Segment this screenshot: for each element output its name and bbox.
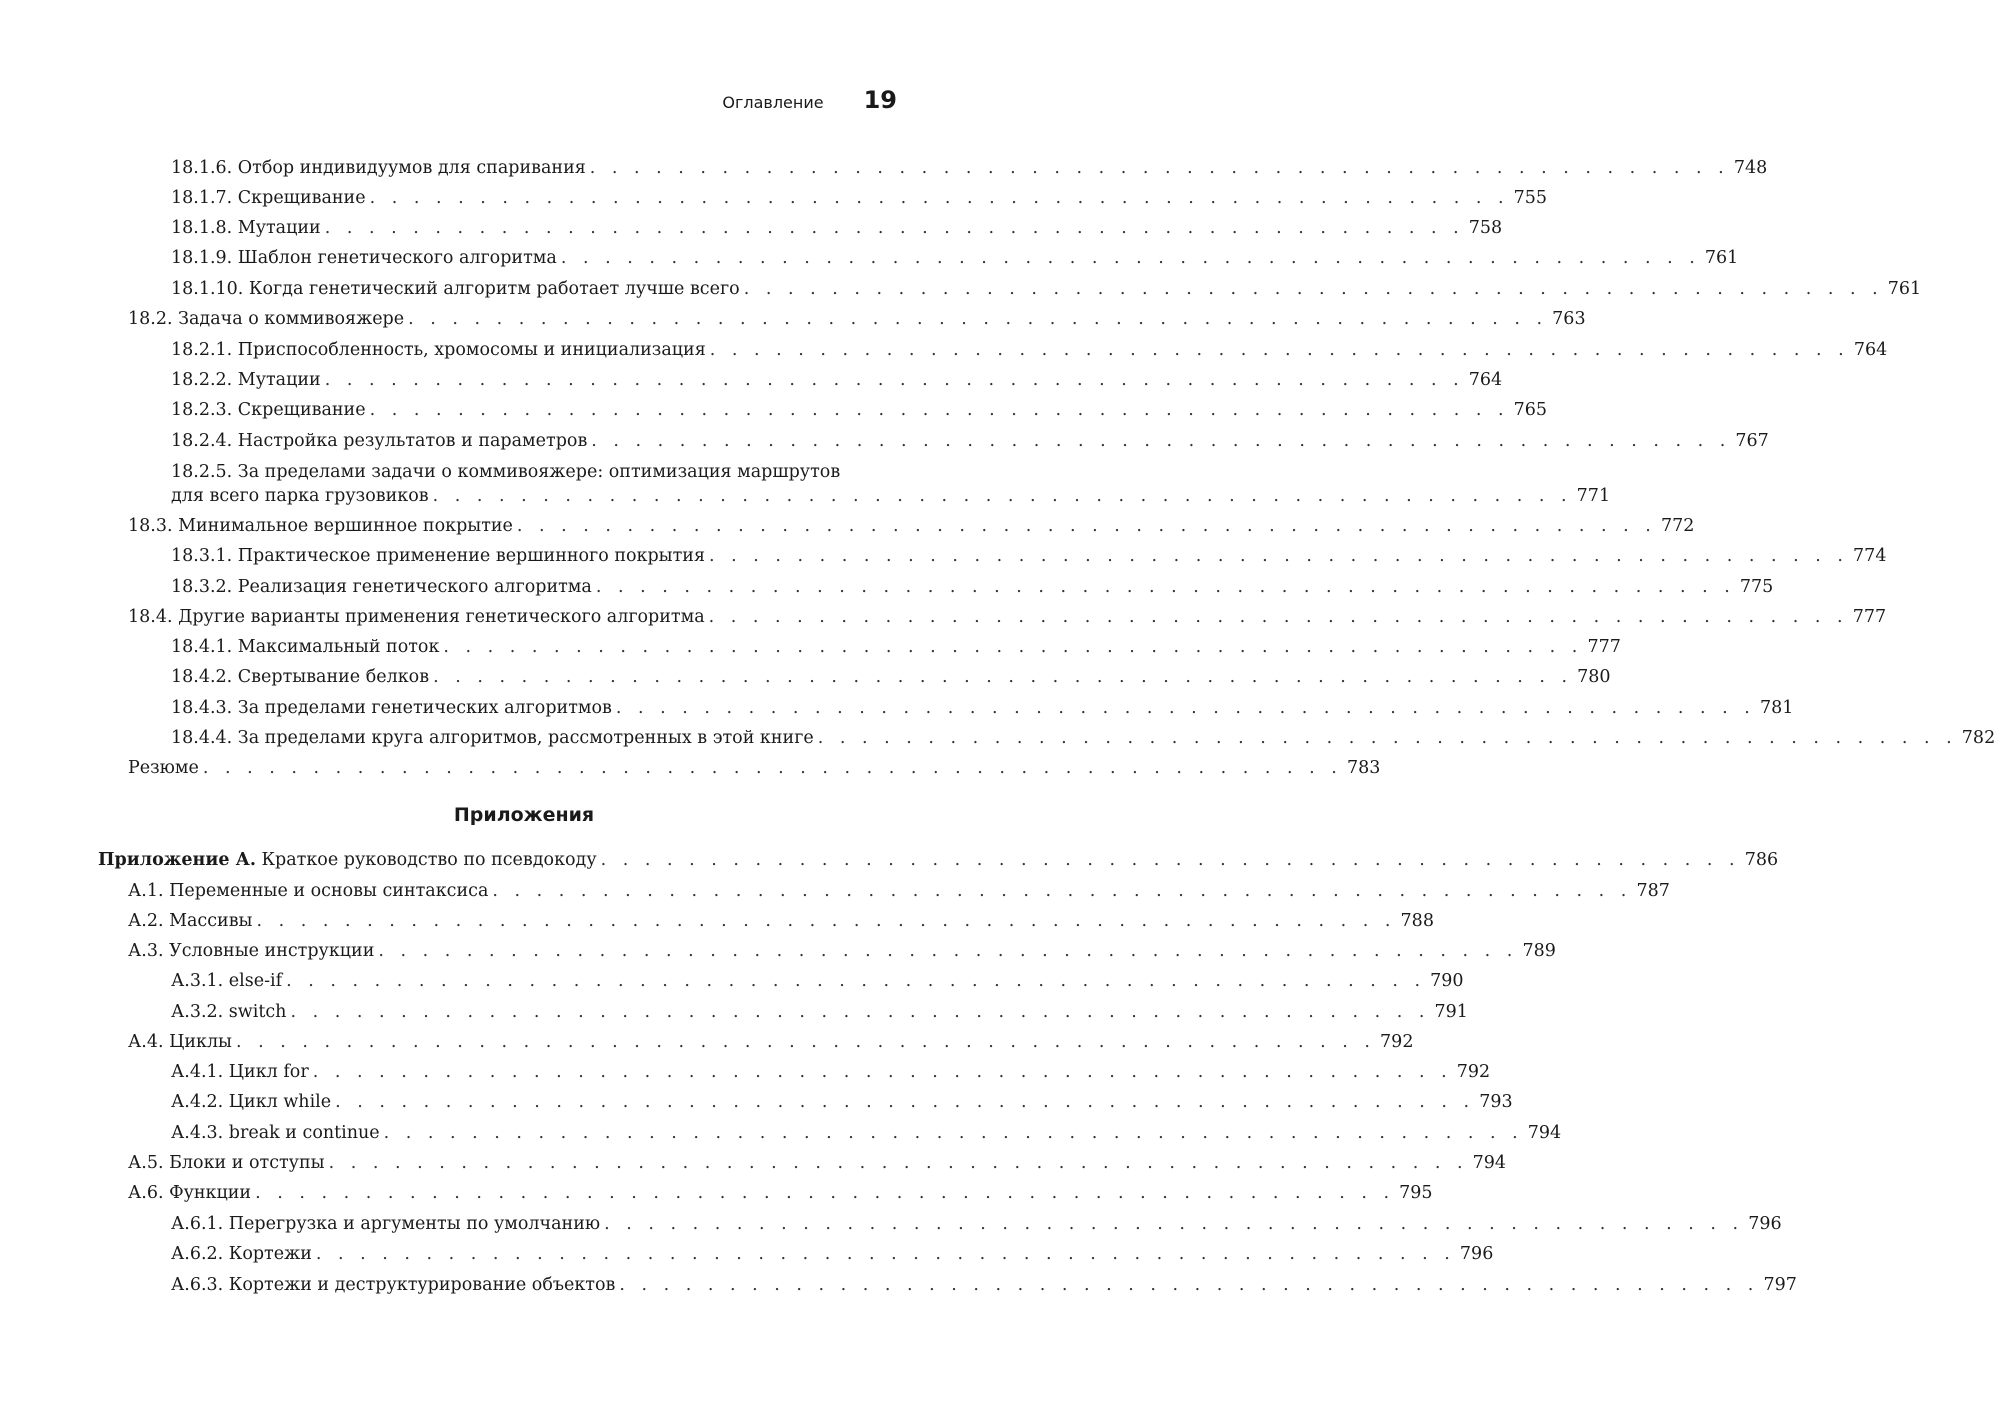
- toc-page-number: 794: [1527, 1123, 1562, 1143]
- toc-page-number: 787: [1636, 881, 1670, 901]
- toc-entry[interactable]: 18.4.3. За пределами генетических алгоритмов . . . . . . . . . . . . . . . . . . . . . . . . . . . . . . . . . . . . . . . . . . . . . . . . . . . . 781: [171, 693, 897, 723]
- toc-entry[interactable]: 18.3. Минимальное вершинное покрытие . . . . . . . . . . . . . . . . . . . . . . . . . . . . . . . . . . . . . . . . . . . . . . . . . . . . 772: [128, 511, 897, 541]
- toc-page-number: 761: [1887, 279, 1922, 299]
- toc-page-number: 789: [1522, 941, 1556, 961]
- toc-page-number: 772: [1660, 516, 1695, 536]
- toc-page-number: 774: [1853, 546, 1887, 566]
- toc-entry[interactable]: 18.2.1. Приспособленность, хромосомы и инициализация . . . . . . . . . . . . . . . . . . . . . . . . . . . . . . . . . . . . . . . . . . . . . . . . . . . . 764: [171, 335, 897, 365]
- toc-page-number: 792: [1380, 1032, 1414, 1052]
- running-head: [722, 86, 897, 114]
- toc-page-number: 796: [1748, 1214, 1782, 1234]
- toc-entry[interactable]: А.3. Условные инструкции . . . . . . . . . . . . . . . . . . . . . . . . . . . . . . . . . . . . . . . . . . . . . . . . . . . . 789: [128, 936, 897, 966]
- toc-entry[interactable]: А.6. Функции . . . . . . . . . . . . . . . . . . . . . . . . . . . . . . . . . . . . . . . . . . . . . . . . . . . . 795: [128, 1178, 897, 1208]
- appendix-title-entry[interactable]: Приложение А. Краткое руководство по псевдокоду . . . . . . . . . . . . . . . . . . . . . . . . . . . . . . . . . . . . . . . . . . . . . . . . . . . . 786: [98, 845, 897, 875]
- toc-page-number: 764: [1853, 340, 1888, 360]
- toc-entry[interactable]: 18.2.4. Настройка результатов и параметров . . . . . . . . . . . . . . . . . . . . . . . . . . . . . . . . . . . . . . . . . . . . . . . . . . . . 767: [171, 426, 897, 456]
- toc-page-number: 786: [1744, 850, 1779, 870]
- toc-entry[interactable]: А.6.3. Кортежи и деструктурирование объектов . . . . . . . . . . . . . . . . . . . . . . . . . . . . . . . . . . . . . . . . . . . . . . . . . . . . 797: [171, 1270, 897, 1300]
- toc-page-number: 761: [1704, 248, 1739, 268]
- appendix-title: Краткое руководство по псевдокоду: [261, 850, 597, 870]
- toc-entry[interactable]: А.4.1. Цикл for . . . . . . . . . . . . . . . . . . . . . . . . . . . . . . . . . . . . . . . . . . . . . . . . . . . . 792: [171, 1057, 897, 1087]
- running-head-title: Оглавление: [722, 93, 824, 112]
- toc-page-number: 771: [1576, 486, 1611, 506]
- section-heading: Приложения: [453, 804, 595, 826]
- toc-page-number: 781: [1759, 698, 1794, 718]
- toc-page-number: 780: [1577, 667, 1611, 687]
- toc-entry[interactable]: Резюме . . . . . . . . . . . . . . . . . . . . . . . . . . . . . . . . . . . . . . . . . . . . . . . . . . . . 783: [128, 753, 897, 783]
- toc-page-number: 765: [1513, 400, 1548, 420]
- toc-entry[interactable]: 18.1.8. Мутации . . . . . . . . . . . . . . . . . . . . . . . . . . . . . . . . . . . . . . . . . . . . . . . . . . . . 758: [171, 213, 897, 243]
- toc-entry[interactable]: А.5. Блоки и отступы . . . . . . . . . . . . . . . . . . . . . . . . . . . . . . . . . . . . . . . . . . . . . . . . . . . . 794: [128, 1148, 897, 1178]
- toc-entry[interactable]: А.3.1. else-if . . . . . . . . . . . . . . . . . . . . . . . . . . . . . . . . . . . . . . . . . . . . . . . . . . . . 790: [171, 966, 897, 996]
- toc-page-number: 794: [1472, 1153, 1507, 1173]
- toc-page-number: 763: [1552, 309, 1586, 329]
- toc-entry[interactable]: А.1. Переменные и основы синтаксиса . . . . . . . . . . . . . . . . . . . . . . . . . . . . . . . . . . . . . . . . . . . . . . . . . . . . 787: [128, 876, 897, 906]
- toc-entry[interactable]: 18.1.6. Отбор индивидуумов для спаривания . . . . . . . . . . . . . . . . . . . . . . . . . . . . . . . . . . . . . . . . . . . . . . . . . . . . 748: [171, 153, 897, 183]
- toc-entry[interactable]: 18.3.1. Практическое применение вершинного покрытия . . . . . . . . . . . . . . . . . . . . . . . . . . . . . . . . . . . . . . . . . . . . . . . . . . . . 774: [171, 541, 897, 571]
- toc-entry[interactable]: 18.1.10. Когда генетический алгоритм работает лучше всего . . . . . . . . . . . . . . . . . . . . . . . . . . . . . . . . . . . . . . . . . . . . . . . . . . . . 761: [171, 274, 897, 304]
- toc-entry[interactable]: 18.4. Другие варианты применения генетического алгоритма . . . . . . . . . . . . . . . . . . . . . . . . . . . . . . . . . . . . . . . . . . . . . . . . . . . . 777: [128, 602, 897, 632]
- toc-entry[interactable]: А.4. Циклы . . . . . . . . . . . . . . . . . . . . . . . . . . . . . . . . . . . . . . . . . . . . . . . . . . . . 792: [128, 1027, 897, 1057]
- appendix-label: Приложение А.: [98, 850, 256, 870]
- toc-page-number: 797: [1763, 1275, 1797, 1295]
- toc-page-number: 782: [1961, 728, 1995, 748]
- toc-entry[interactable]: А.4.2. Цикл while . . . . . . . . . . . . . . . . . . . . . . . . . . . . . . . . . . . . . . . . . . . . . . . . . . . . 793: [171, 1087, 897, 1117]
- toc-entry[interactable]: 18.4.1. Максимальный поток . . . . . . . . . . . . . . . . . . . . . . . . . . . . . . . . . . . . . . . . . . . . . . . . . . . . 777: [171, 632, 897, 662]
- toc-page-number: 788: [1400, 911, 1434, 931]
- toc-page-number: 767: [1735, 431, 1769, 451]
- toc-page-number: 796: [1459, 1244, 1494, 1264]
- toc-entry[interactable]: для всего парка грузовиков . . . . . . . . . . . . . . . . . . . . . . . . . . . . . . . . . . . . . . . . . . . . . . . . . . . . 771: [171, 481, 897, 511]
- toc-entry[interactable]: А.6.1. Перегрузка и аргументы по умолчанию . . . . . . . . . . . . . . . . . . . . . . . . . . . . . . . . . . . . . . . . . . . . . . . . . . . . 796: [171, 1209, 897, 1239]
- toc-page-number: 758: [1468, 218, 1503, 238]
- toc-entry[interactable]: 18.4.2. Свертывание белков . . . . . . . . . . . . . . . . . . . . . . . . . . . . . . . . . . . . . . . . . . . . . . . . . . . . 780: [171, 662, 897, 692]
- toc-page-number: 748: [1733, 158, 1768, 178]
- toc-entry[interactable]: А.4.3. break и continue . . . . . . . . . . . . . . . . . . . . . . . . . . . . . . . . . . . . . . . . . . . . . . . . . . . . 794: [171, 1118, 897, 1148]
- toc-entry[interactable]: 18.1.7. Скрещивание . . . . . . . . . . . . . . . . . . . . . . . . . . . . . . . . . . . . . . . . . . . . . . . . . . . . 755: [171, 183, 897, 213]
- toc-page-number: 790: [1430, 971, 1464, 991]
- toc-entry[interactable]: А.3.2. switch . . . . . . . . . . . . . . . . . . . . . . . . . . . . . . . . . . . . . . . . . . . . . . . . . . . . 791: [171, 997, 897, 1027]
- toc-page-number: 777: [1587, 637, 1621, 657]
- toc-entry[interactable]: 18.2.3. Скрещивание . . . . . . . . . . . . . . . . . . . . . . . . . . . . . . . . . . . . . . . . . . . . . . . . . . . . 765: [171, 395, 897, 425]
- toc-entry-wrapped-line[interactable]: 18.2.5. За пределами задачи о коммивояжере: оптимизация маршрутов: [171, 462, 841, 482]
- toc-entry[interactable]: 18.3.2. Реализация генетического алгоритма . . . . . . . . . . . . . . . . . . . . . . . . . . . . . . . . . . . . . . . . . . . . . . . . . . . . 775: [171, 572, 897, 602]
- toc-page-number: 793: [1479, 1092, 1513, 1112]
- toc-page-number: 792: [1456, 1062, 1491, 1082]
- toc-page-number: 777: [1852, 607, 1887, 627]
- page-number: 19: [863, 86, 897, 114]
- toc-entry[interactable]: А.6.2. Кортежи . . . . . . . . . . . . . . . . . . . . . . . . . . . . . . . . . . . . . . . . . . . . . . . . . . . . 796: [171, 1239, 897, 1269]
- toc-page-number: 783: [1346, 758, 1381, 778]
- toc-page-number: 775: [1739, 577, 1774, 597]
- toc-entry[interactable]: 18.2.2. Мутации . . . . . . . . . . . . . . . . . . . . . . . . . . . . . . . . . . . . . . . . . . . . . . . . . . . . 764: [171, 365, 897, 395]
- toc-entry[interactable]: А.2. Массивы . . . . . . . . . . . . . . . . . . . . . . . . . . . . . . . . . . . . . . . . . . . . . . . . . . . . 788: [128, 906, 897, 936]
- toc-page-number: 795: [1399, 1183, 1433, 1203]
- toc-page-number: 764: [1468, 370, 1503, 390]
- toc-entry[interactable]: 18.4.4. За пределами круга алгоритмов, рассмотренных в этой книге . . . . . . . . . . . . . . . . . . . . . . . . . . . . . . . . . . . . . . . . . . . . . . . . . . . . 782: [171, 723, 897, 753]
- toc-page-number: 791: [1434, 1002, 1468, 1022]
- toc-entry[interactable]: 18.1.9. Шаблон генетического алгоритма . . . . . . . . . . . . . . . . . . . . . . . . . . . . . . . . . . . . . . . . . . . . . . . . . . . . 761: [171, 243, 897, 273]
- toc-entry[interactable]: 18.2. Задача о коммивояжере . . . . . . . . . . . . . . . . . . . . . . . . . . . . . . . . . . . . . . . . . . . . . . . . . . . . 763: [128, 304, 897, 334]
- toc-page-number: 755: [1513, 188, 1548, 208]
